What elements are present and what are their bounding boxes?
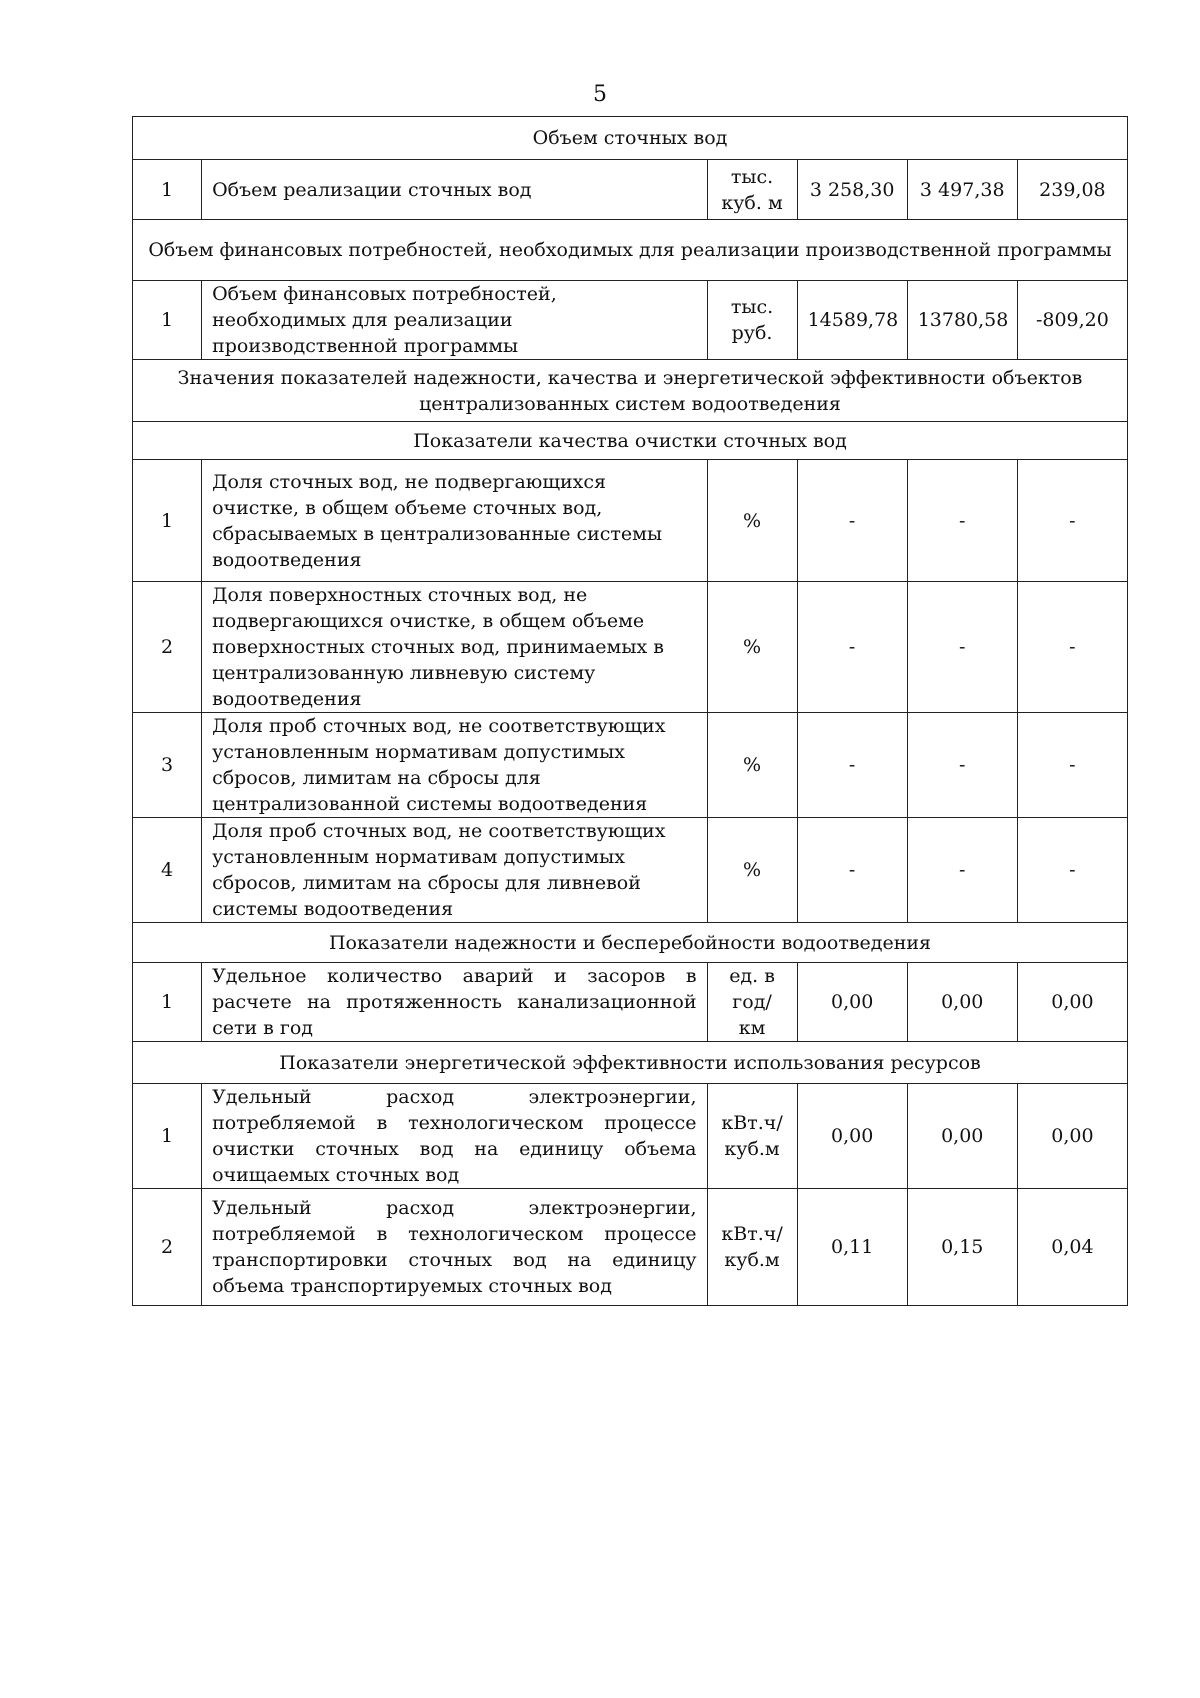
section-row [133,1042,1128,1084]
section-row [133,220,1128,281]
value-1: 0,00 [797,1084,907,1189]
value-1: - [797,818,907,923]
indicator-name: Доля проб сточных вод, не соответствующих установленным нормативам допустимых сбросов, лимитам на сбросы для ливневой системы водоотведения [202,818,707,923]
unit-cell: ед. в год/ км [707,963,797,1042]
row-number: 3 [133,713,202,818]
section-row [133,923,1128,963]
value-3: -809,20 [1017,281,1127,360]
value-2: 13780,58 [907,281,1017,360]
value-3: - [1017,460,1127,582]
table-row [133,818,1128,923]
section-row [133,422,1128,460]
indicator-name: Доля поверхностных сточных вод, не подвергающихся очистке, в общем объеме поверхностных сточных вод, принимаемых в централизованную ливневую систему водоотведения [202,582,707,713]
table-row [133,460,1128,582]
indicator-name: Удельный расход электроэнергии, потребляемой в технологическом процессе очистки сточных вод на единицу объема очищаемых сточных вод [202,1084,707,1189]
indicator-name: Доля проб сточных вод, не соответствующих установленным нормативам допустимых сбросов, лимитам на сбросы для централизованной системы водоотведения [202,713,707,818]
value-3: 239,08 [1017,160,1127,220]
indicators-table [132,116,1128,1306]
unit-cell: % [707,713,797,818]
value-2: - [907,582,1017,713]
section-title: Показатели качества очистки сточных вод [133,422,1128,460]
value-1: 0,00 [797,963,907,1042]
value-2: 0,00 [907,1084,1017,1189]
table-row [133,963,1128,1042]
value-1: - [797,582,907,713]
value-2: - [907,818,1017,923]
value-1: 14589,78 [797,281,907,360]
value-2: 0,00 [907,963,1017,1042]
row-number: 1 [133,1084,202,1189]
section-title: Показатели энергетической эффективности использования ресурсов [133,1042,1128,1084]
value-3: 0,00 [1017,1084,1127,1189]
table-row [133,160,1128,220]
unit-cell: кВт.ч/ куб.м [707,1189,797,1306]
table-row [133,1084,1128,1189]
indicator-name: Доля сточных вод, не подвергающихся очистке, в общем объеме сточных вод, сбрасываемых в централизованные системы водоотведения [202,460,707,582]
row-number: 1 [133,160,202,220]
value-3: - [1017,582,1127,713]
value-1: - [797,713,907,818]
unit-cell: % [707,582,797,713]
row-number: 1 [133,963,202,1042]
unit-cell: тыс. руб. [707,281,797,360]
unit-cell: % [707,460,797,582]
value-3: 0,04 [1017,1189,1127,1306]
indicator-name: Удельный расход электроэнергии, потребляемой в технологическом процессе транспортировки сточных вод на единицу объема транспортируемых сточных вод [202,1189,707,1306]
row-number: 1 [133,281,202,360]
value-1: - [797,460,907,582]
table-row [133,713,1128,818]
value-1: 0,11 [797,1189,907,1306]
indicator-name: Объем финансовых потребностей, необходимых для реализации производственной программы [202,281,707,360]
section-row [133,117,1128,160]
section-title: Значения показателей надежности, качества и энергетической эффективности объектов централизованных систем водоотведения [133,360,1128,422]
row-number: 2 [133,582,202,713]
unit-cell: кВт.ч/ куб.м [707,1084,797,1189]
row-number: 1 [133,460,202,582]
value-2: - [907,460,1017,582]
row-number: 4 [133,818,202,923]
page-number: 5 [593,82,607,107]
unit-cell: тыс. куб. м [707,160,797,220]
value-2: - [907,713,1017,818]
section-title: Объем финансовых потребностей, необходимых для реализации производственной программы [133,220,1128,281]
value-2: 3 497,38 [907,160,1017,220]
value-2: 0,15 [907,1189,1017,1306]
table-row [133,1189,1128,1306]
value-3: - [1017,818,1127,923]
table-row [133,281,1128,360]
value-3: 0,00 [1017,963,1127,1042]
indicator-name: Объем реализации сточных вод [202,160,707,220]
table-row [133,582,1128,713]
section-row [133,360,1128,422]
value-1: 3 258,30 [797,160,907,220]
section-title: Объем сточных вод [133,117,1128,160]
row-number: 2 [133,1189,202,1306]
unit-cell: % [707,818,797,923]
value-3: - [1017,713,1127,818]
section-title: Показатели надежности и бесперебойности водоотведения [133,923,1128,963]
indicator-name: Удельное количество аварий и засоров в расчете на протяженность канализационной сети в год [202,963,707,1042]
